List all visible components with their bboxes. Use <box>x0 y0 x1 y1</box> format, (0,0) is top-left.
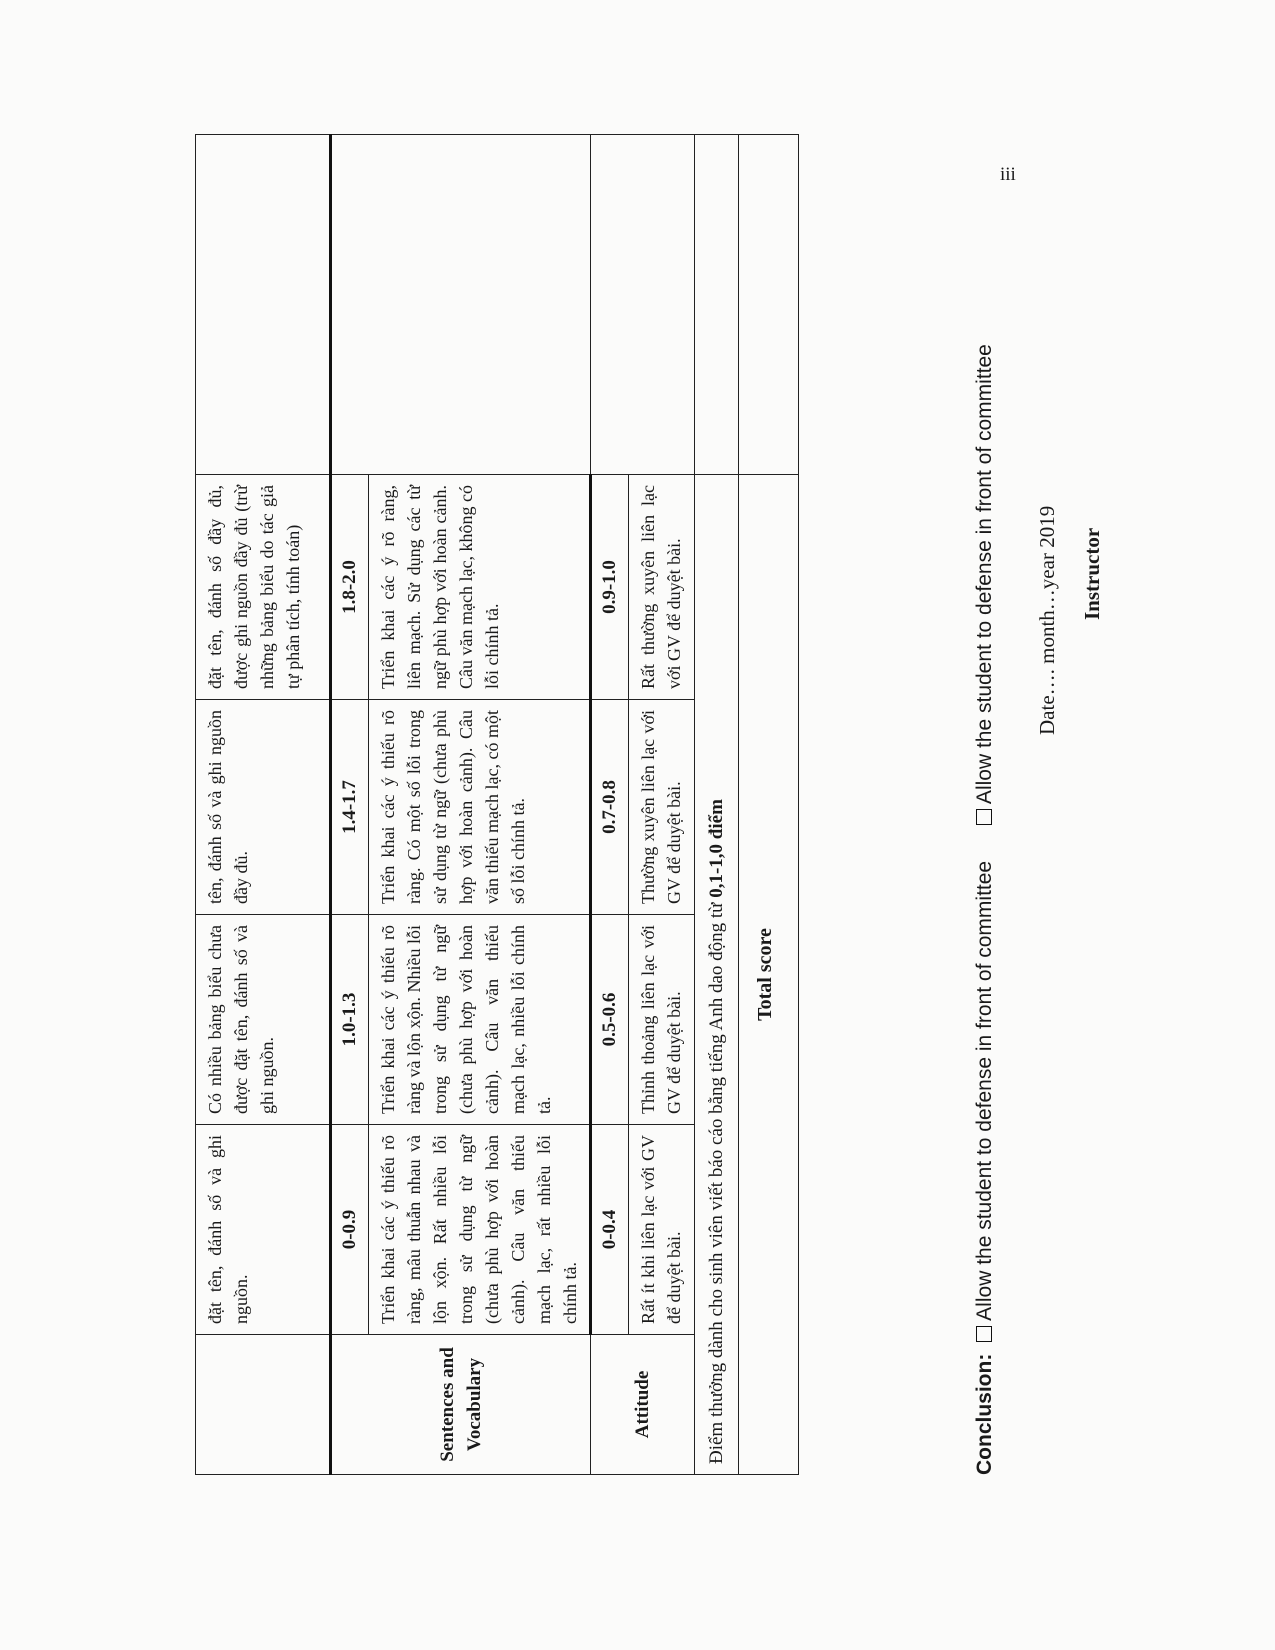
signature-label: Instructor <box>1080 527 1104 620</box>
total-score-value <box>739 135 799 475</box>
table-row <box>591 135 629 1475</box>
conclusion-line <box>973 314 997 1475</box>
score-range: 0-0.4 <box>591 1125 629 1335</box>
bonus-note: Điểm thưởng dành cho sinh viên viết báo cáo bằng tiếng Anh dao động từ 0,1-1,0 điểm <box>694 475 739 1475</box>
empty-cell <box>331 135 591 475</box>
empty-cell <box>694 135 739 475</box>
criterion-cell <box>196 1335 331 1475</box>
level-cell: Triển khai các ý thiếu rõ ràng, mâu thuẫn nhau và lộn xộn. Rất nhiều lỗi trong sử dụng từ ngữ (chưa phù hợp với hoàn cảnh). Câu văn thiếu mạch lạc, rất nhiều lỗi chính tả. <box>368 1125 591 1335</box>
level-cell: Triển khai các ý thiếu rõ ràng. Có một số lỗi trong sử dụng từ ngữ (chưa phù hợp với hoàn cảnh). Câu văn thiếu mạch lạc, có một số lỗi chính tả. <box>368 700 591 915</box>
rubric-table <box>195 134 799 1475</box>
level-cell: Thường xuyên liên lạc với GV để duyệt bài. <box>628 700 694 915</box>
conclusion-option[interactable]: Allow the student to defense in front of committee <box>973 344 996 825</box>
level-cell: đặt tên, đánh số đầy đủ, được ghi nguồn đầy đủ (trừ những bảng biểu do tác giả tự phân tích, tính toán) <box>196 475 331 700</box>
checkbox-icon[interactable] <box>976 1326 992 1342</box>
level-cell: đặt tên, đánh số và ghi nguồn. <box>196 1125 331 1335</box>
empty-cell <box>196 135 331 475</box>
criterion-attitude: Attitude <box>591 1335 695 1475</box>
level-cell: Có nhiều bảng biểu chưa được đặt tên, đánh số và ghi nguồn. <box>196 915 331 1125</box>
checkbox-icon[interactable] <box>976 809 992 825</box>
conclusion-label: Conclusion: <box>973 1353 996 1475</box>
total-score-label: Total score <box>739 475 799 1475</box>
score-range: 1.0-1.3 <box>331 915 369 1125</box>
score-range: 0.7-0.8 <box>591 700 629 915</box>
score-range: 0-0.9 <box>331 1125 369 1335</box>
table-row <box>196 135 331 1475</box>
score-range: 1.8-2.0 <box>331 475 369 700</box>
level-cell: Triển khai các ý rõ ràng, liên mạch. Sử dụng các từ ngữ phù hợp với hoàn cảnh. Câu văn mạch lạc, không có lỗi chính tả. <box>368 475 591 700</box>
level-cell: tên, đánh số và ghi nguồn đầy đủ. <box>196 700 331 915</box>
score-range: 0.5-0.6 <box>591 915 629 1125</box>
level-cell: Rất thường xuyên liên lạc với GV để duyệt bài. <box>628 475 694 700</box>
level-cell: Triển khai các ý thiếu rõ ràng và lộn xộn. Nhiều lỗi trong sử dụng từ ngữ (chưa phù hợp với hoàn cảnh). Câu văn thiếu mạch lạc, nhiều lỗi chính tả. <box>368 915 591 1125</box>
level-cell: Thỉnh thoảng liên lạc với GV để duyệt bài. <box>628 915 694 1125</box>
score-range: 0.9-1.0 <box>591 475 629 700</box>
table-row <box>331 135 369 1475</box>
criterion-sentences-vocabulary: Sentences and Vocabulary <box>331 1335 591 1475</box>
score-range: 1.4-1.7 <box>331 700 369 915</box>
page-number: iii <box>1000 164 1016 185</box>
table-row <box>694 135 739 1475</box>
conclusion-option[interactable]: Allow the student to defense in front of committee <box>973 861 996 1342</box>
rotated-content <box>115 25 1165 1525</box>
level-cell: Rất ít khi liên lạc với GV để duyệt bài. <box>628 1125 694 1335</box>
table-row <box>739 135 799 1475</box>
date-line: Date…. month…year 2019 <box>1035 505 1059 735</box>
empty-cell <box>591 135 695 475</box>
